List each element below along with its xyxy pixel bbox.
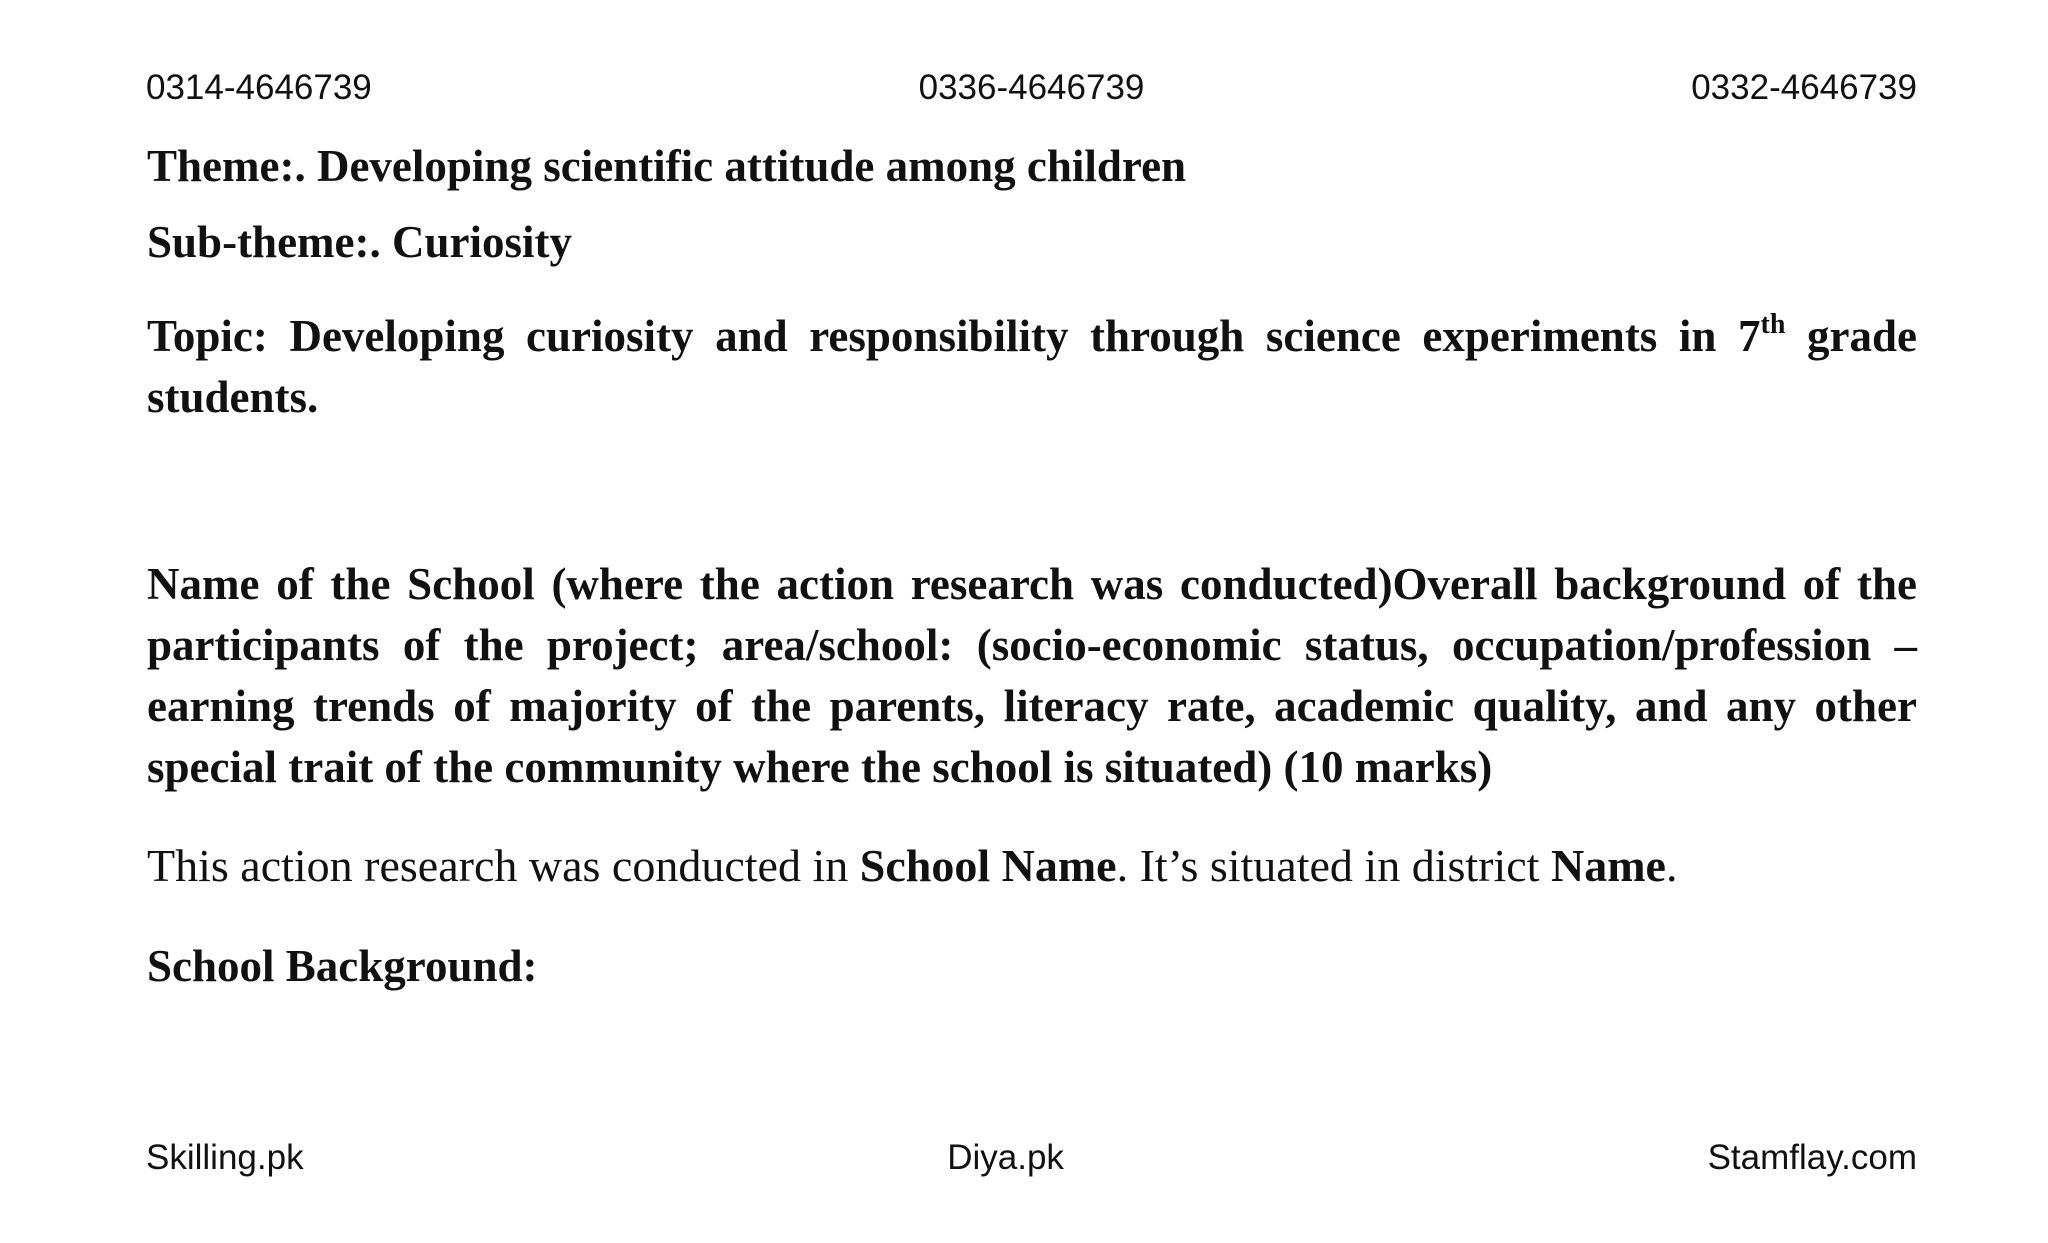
school-name-placeholder: School Name	[859, 840, 1117, 891]
footer-site-center: Diya.pk	[947, 1138, 1064, 1177]
footer-site-right: Stamflay.com	[1707, 1138, 1917, 1177]
body-text-3: .	[1665, 840, 1678, 891]
topic-tail: grade students.	[147, 311, 1917, 422]
theme-heading: Theme:. Developing scientific attitude among children	[147, 141, 1187, 191]
document-body	[147, 138, 1917, 994]
phone-number-left: 0314-4646739	[146, 68, 372, 107]
sub-theme-heading: Sub-theme:. Curiosity	[147, 217, 572, 267]
topic-text: Topic: Developing curiosity and responsibility through science experiments in 7	[147, 311, 1761, 361]
body-paragraph	[147, 838, 1917, 894]
body-text-1: This action research was conducted in	[147, 840, 860, 891]
topic-superscript: th	[1760, 309, 1786, 340]
phone-number-center: 0336-4646739	[918, 68, 1145, 107]
footer-row	[146, 1140, 1917, 1175]
district-name-placeholder: Name	[1550, 840, 1666, 891]
phone-number-right: 0332-4646739	[1691, 68, 1917, 107]
topic-heading	[147, 306, 1917, 428]
header-phone-row	[146, 70, 1917, 105]
school-background-heading: School Background:	[147, 941, 538, 991]
school-question-heading: Name of the School (where the action research was conducted)Overall background of the participants of the project; area/school: (socio-economic status, occupation/profession – earning trends of majority of the parents, literacy rate, academic quality, and any other special trait of the community where the school is situated) (10 marks)	[147, 559, 1917, 792]
footer-site-left: Skilling.pk	[146, 1138, 304, 1177]
body-text-2: . It’s situated in district	[1116, 840, 1551, 891]
